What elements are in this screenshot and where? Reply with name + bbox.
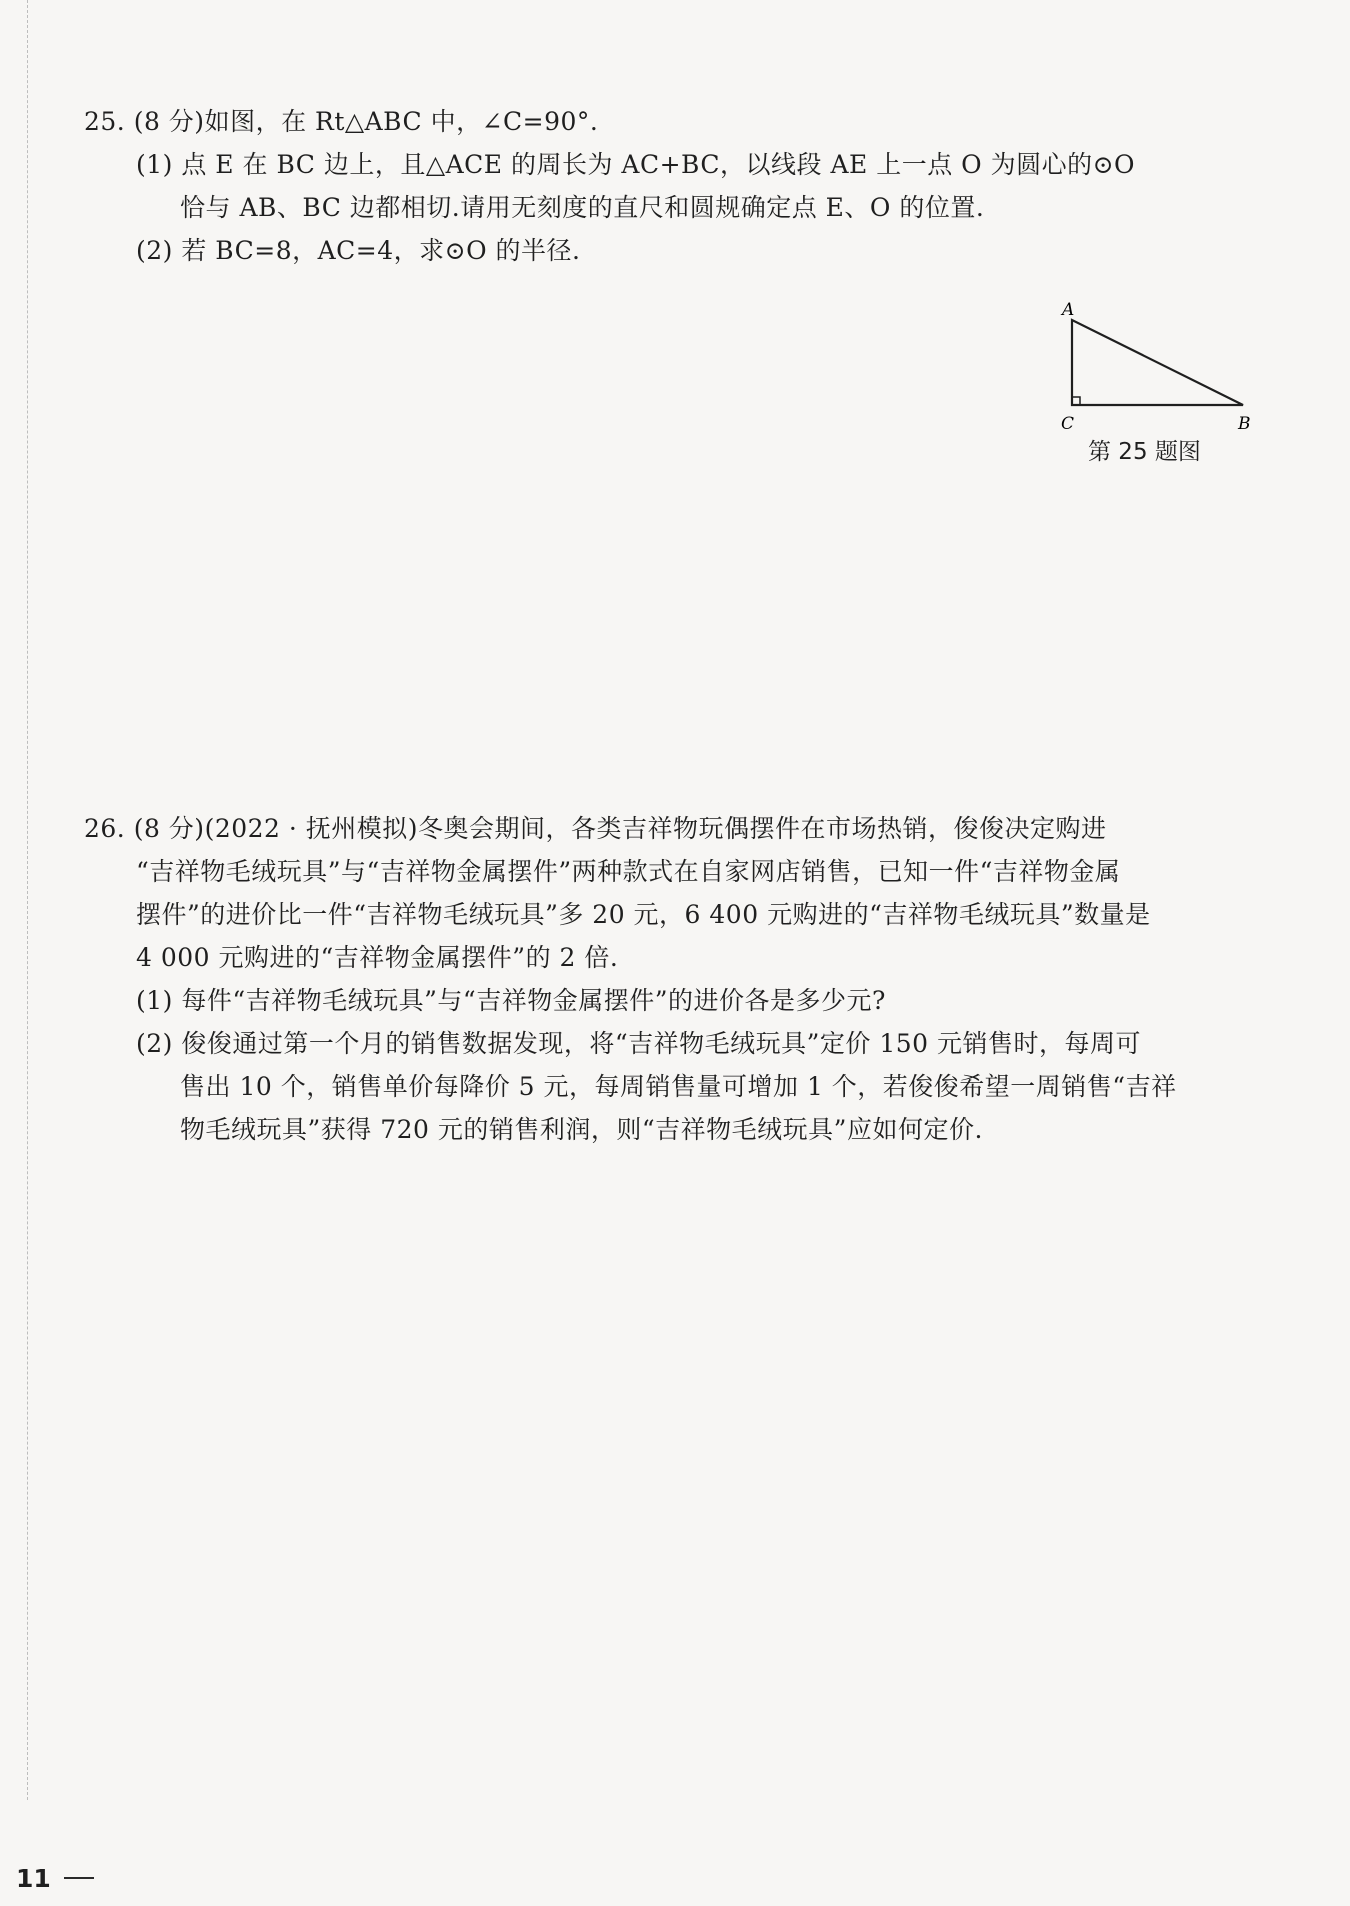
question-26-part-2-cont-2: 物毛绒玩具”获得 720 元的销售利润，则“吉祥物毛绒玩具”应如何定价. (180, 1115, 983, 1144)
question-26 (84, 807, 1264, 1151)
question-26-stem-line-3: 摆件”的进价比一件“吉祥物毛绒玩具”多 20 元，6 400 元购进的“吉祥物毛绒玩具”数量是 (136, 900, 1151, 929)
question-26-part-1: (1) 每件“吉祥物毛绒玩具”与“吉祥物金属摆件”的进价各是多少元? (136, 986, 886, 1015)
vertex-a-label: A (1062, 300, 1075, 320)
question-26-stem: 26. (8 分)(2022 · 抚州模拟)冬奥会期间，各类吉祥物玩偶摆件在市场热销，俊俊决定购进 (84, 814, 1107, 843)
vertex-c-label: C (1061, 414, 1075, 434)
question-25-part-1: (1) 点 E 在 BC 边上，且△ACE 的周长为 AC+BC，以线段 AE 上一点 O 为圆心的⊙O (136, 150, 1136, 179)
page-number-dash (64, 1877, 94, 1879)
question-25 (84, 100, 1264, 272)
triangle-abc (1072, 320, 1243, 405)
question-26-stem-line-2: “吉祥物毛绒玩具”与“吉祥物金属摆件”两种款式在自家网店销售，已知一件“吉祥物金属 (136, 857, 1121, 886)
binding-margin-line (27, 0, 28, 1800)
question-25-stem: 25. (8 分)如图，在 Rt△ABC 中，∠C=90°. (84, 107, 599, 136)
question-26-part-2-cont: 售出 10 个，销售单价每降价 5 元，每周销售量可增加 1 个，若俊俊希望一周销售“吉祥 (180, 1072, 1177, 1101)
question-25-part-1-cont: 恰与 AB、BC 边都相切.请用无刻度的直尺和圆规确定点 E、O 的位置. (180, 193, 985, 222)
question-26-part-2: (2) 俊俊通过第一个月的销售数据发现，将“吉祥物毛绒玩具”定价 150 元销售时，每周可 (136, 1029, 1142, 1058)
figure-caption: 第 25 题图 (1088, 439, 1201, 465)
right-angle-mark (1072, 397, 1080, 405)
question-25-part-2: (2) 若 BC=8，AC=4，求⊙O 的半径. (136, 236, 581, 265)
vertex-b-label: B (1238, 414, 1251, 434)
question-26-stem-line-4: 4 000 元购进的“吉祥物金属摆件”的 2 倍. (136, 943, 619, 972)
page-number: 11 (16, 1864, 51, 1893)
